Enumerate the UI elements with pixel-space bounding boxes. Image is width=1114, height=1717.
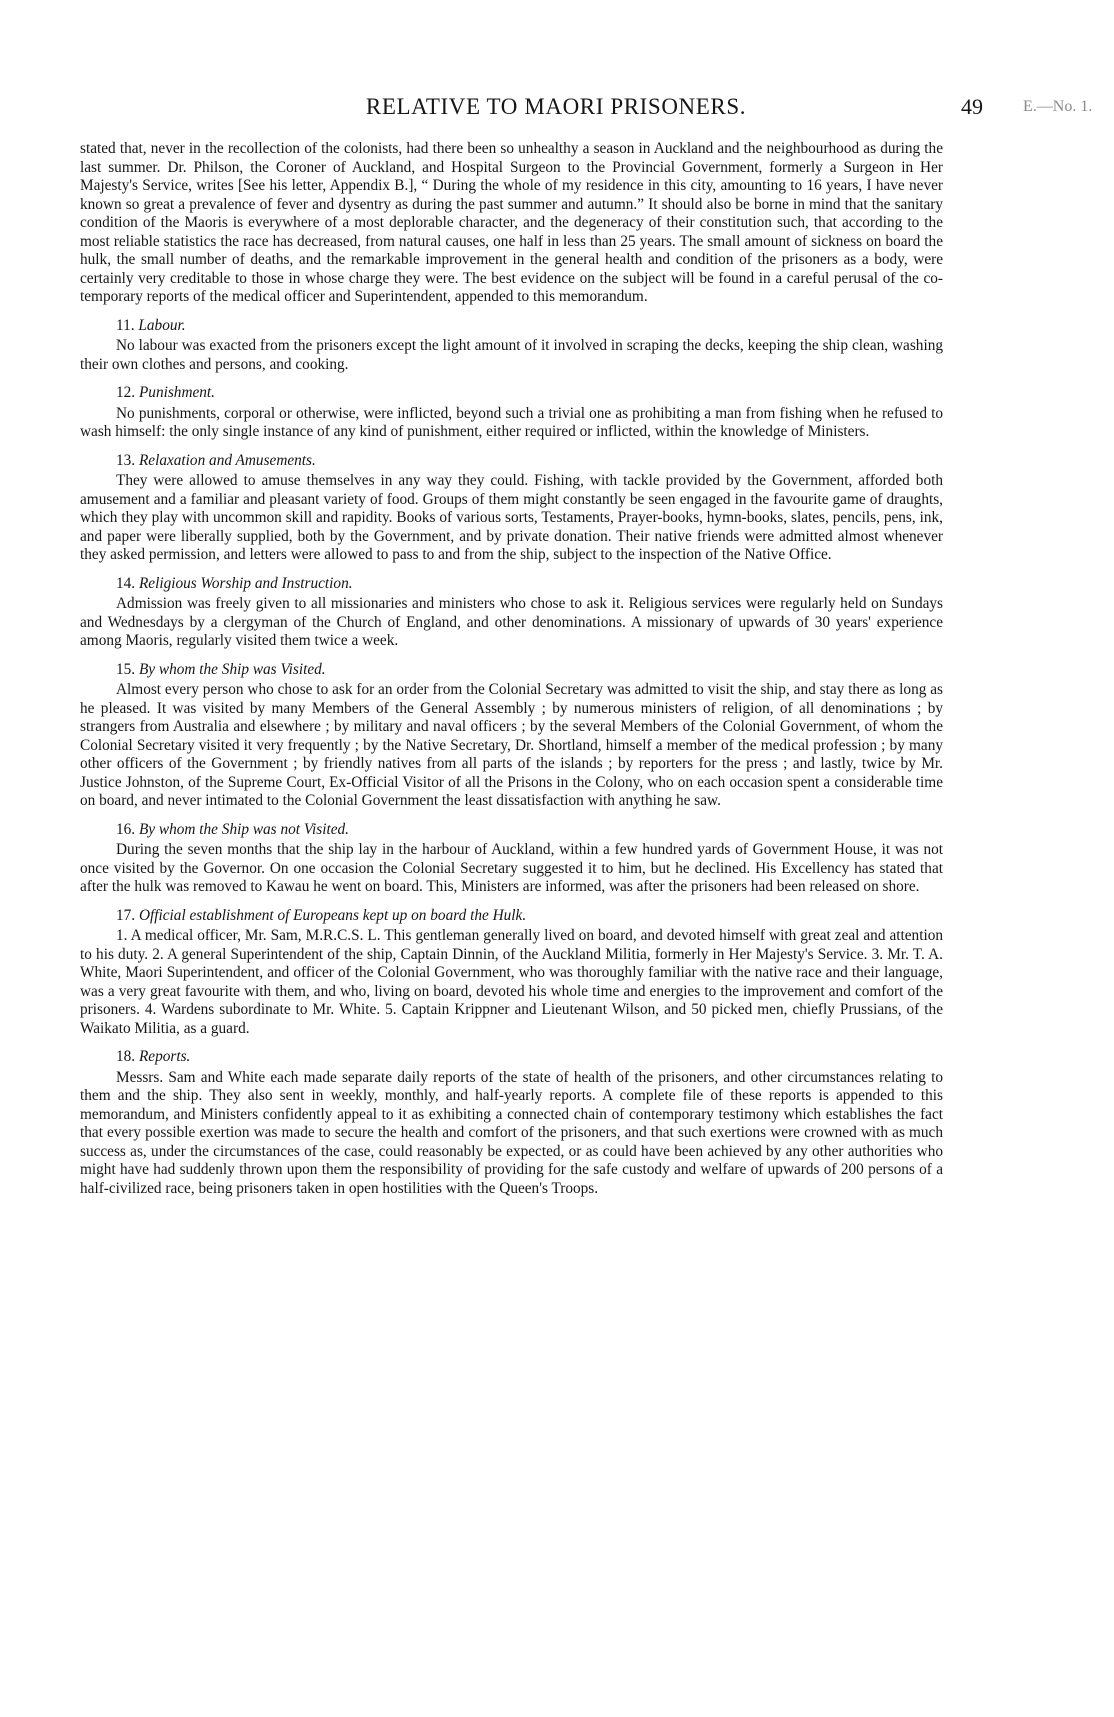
running-title: RELATIVE TO MAORI PRISONERS. [365, 94, 747, 119]
section-paragraph: 1. A medical officer, Mr. Sam, M.R.C.S. L. This gentleman generally lived on board, and devoted himself with great zeal and attention to his duty. 2. A general Superintendent of the ship, Captain Dinnin, of the Auckland Militia, formerly in Her Majesty's Service. 3. Mr. T. A. White, Maori Superintendent, and officer of the Colonial Government, who was thoroughly familiar with the native race and their language, was a very great favourite with them, and who, living on board, devoted his whole time and energies to the improvement and comfort of the prisoners. 4. Wardens subordinate to Mr. White. 5. Captain Krippner and Lieutenant Wilson, and 50 picked men, chiefly Prussians, of the Waikato Militia, as a guard. [80, 927, 943, 1037]
section-relaxation [80, 452, 943, 565]
section-visited [80, 661, 943, 811]
intro-paragraph: stated that, never in the recollection of the colonists, had there been so unhealthy a season in Auckland and the neighbourhood as during the last summer. Dr. Philson, the Coroner of Auckland, and Hospital Surgeon to the Provincial Government, formerly a Surgeon in Her Majesty's Service, writes [See his letter, Appendix B.], “ During the whole of my residence in this city, amounting to 16 years, I have never known so great a prevalence of fever and dysentry as during the past summer and autumn.” It should also be borne in mind that the sanitary condition of the Maoris is everywhere of a most deplorable character, and the degeneracy of their constitution such, that according to the most reliable statistics the race has decreased, from natural causes, one half in less than 25 years. The small amount of sickness on board the hulk, the small number of deaths, and the remarkable improvement in the general health and condition of the prisoners as a body, were certainly very creditable to those in whose charge they were. The best evidence on the subject will be found in a careful perusal of the co-temporary reports of the medical officer and Superintendent, appended to this memorandum. [80, 140, 943, 305]
section-title: Religious Worship and Instruction. [138, 574, 353, 592]
section-title: By whom the Ship was not Visited. [138, 820, 349, 838]
section-title: Relaxation and Amusements. [138, 451, 316, 469]
section-heading [80, 907, 943, 926]
section-heading [80, 1048, 943, 1067]
section-paragraph: They were allowed to amuse themselves in any way they could. Fishing, with tackle provided by the Government, afforded both amusement and a familiar and pleasant variety of food. Groups of them might constantly be seen engaged in the favourite game of draughts, which they play with uncommon skill and rapidity. Books of various sorts, Testaments, Prayer-books, hymn-books, slates, pencils, pens, ink, and paper were liberally supplied, both by the Government, and by private donation. Their native friends were admitted almost whenever they asked permission, and letters were allowed to pass to and from the ship, subject to the inspection of the Native Office. [80, 472, 943, 563]
section-number: 15. [116, 660, 136, 678]
section-number: 16. [116, 820, 136, 838]
section-heading [80, 384, 943, 403]
section-number: 12. [116, 384, 136, 401]
section-title: Reports. [138, 1048, 191, 1065]
page-header [80, 94, 1110, 128]
section-official-establishment [80, 907, 943, 1039]
section-heading [80, 452, 943, 471]
section-number: 11. [116, 316, 135, 334]
section-number: 17. [116, 906, 136, 924]
section-heading [80, 317, 943, 336]
section-punishment [80, 384, 943, 442]
section-religious-worship [80, 575, 943, 651]
section-title: Punishment. [138, 384, 216, 401]
section-heading [80, 661, 943, 680]
section-not-visited [80, 821, 943, 897]
section-paragraph: No labour was exacted from the prisoners except the light amount of it involved in scraping the decks, keeping the ship clean, washing their own clothes and persons, and cooking. [80, 337, 943, 373]
page-number: 49 [961, 94, 983, 119]
section-title: By whom the Ship was Visited. [138, 660, 326, 678]
document-reference: E.—No. 1. [1023, 98, 1093, 115]
section-heading [80, 575, 943, 594]
section-paragraph: Admission was freely given to all missionaries and ministers who chose to ask it. Religious services were regularly held on Sundays and Wednesdays by a clergyman of the Church of England, and other denominations. A missionary of upwards of 30 years' experience among Maoris, regularly visited them twice a week. [80, 595, 943, 649]
section-paragraph: Almost every person who chose to ask for an order from the Colonial Secretary was admitted to visit the ship, and stay there as long as he pleased. It was visited by many Members of the General Assembly ; by numerous ministers of religion, of all denominations ; by strangers from Australia and elsewhere ; by military and naval officers ; by the several Members of the Colonial Government, of whom the Colonial Secretary visited it very frequently ; by the Native Secretary, Dr. Shortland, himself a member of the medical profession ; by many other officers of the Government ; by friendly natives from all parts of the islands ; by reporters for the press ; and lastly, twice by Mr. Justice Johnston, of the Supreme Court, Ex-Official Visitor of all the Prisons in the Colony, who on each occasion spent a considerable time on board, and never intimated to the Colonial Government the least dissatisfaction with anything he saw. [80, 681, 943, 809]
document-body [80, 140, 943, 1198]
section-number: 18. [116, 1048, 136, 1065]
section-reports [80, 1048, 943, 1198]
section-heading [80, 821, 943, 840]
section-number: 14. [116, 574, 136, 592]
section-title: Labour. [138, 316, 186, 334]
section-number: 13. [116, 451, 136, 469]
section-paragraph: Messrs. Sam and White each made separate daily reports of the state of health of the prisoners, and other circumstances relating to them and the ship. They also sent in weekly, monthly, and half-yearly reports. A complete file of these reports is appended to this memorandum, and Ministers confidently appeal to it as exhibiting a connected chain of contemporary testimony which establishes the fact that every possible exertion was made to secure the health and comfort of the prisoners, and that such exertions were crowned with as much success as, under the circumstances of the case, could reasonably be expected, or as could have been achieved by any other authorities who might have had suddenly thrown upon them the responsibility of providing for the safe custody and welfare of upwards of 200 persons of a half-civilized race, being prisoners taken in open hostilities with the Queen's Troops. [80, 1068, 943, 1197]
section-paragraph: During the seven months that the ship lay in the harbour of Auckland, within a few hundred yards of Government House, it was not once visited by the Governor. On one occasion the Colonial Secretary suggested it to him, but he declined. His Excellency has stated that after the hulk was removed to Kawau he went on board. This, Ministers are informed, was after the prisoners had been released on shore. [80, 841, 943, 895]
section-paragraph: No punishments, corporal or otherwise, were inflicted, beyond such a trivial one as prohibiting a man from fishing when he refused to wash himself: the only single instance of any kind of punishment, either required or inflicted, within the knowledge of Ministers. [80, 404, 943, 440]
section-title: Official establishment of Europeans kept up on board the Hulk. [138, 906, 527, 924]
section-labour [80, 317, 943, 375]
